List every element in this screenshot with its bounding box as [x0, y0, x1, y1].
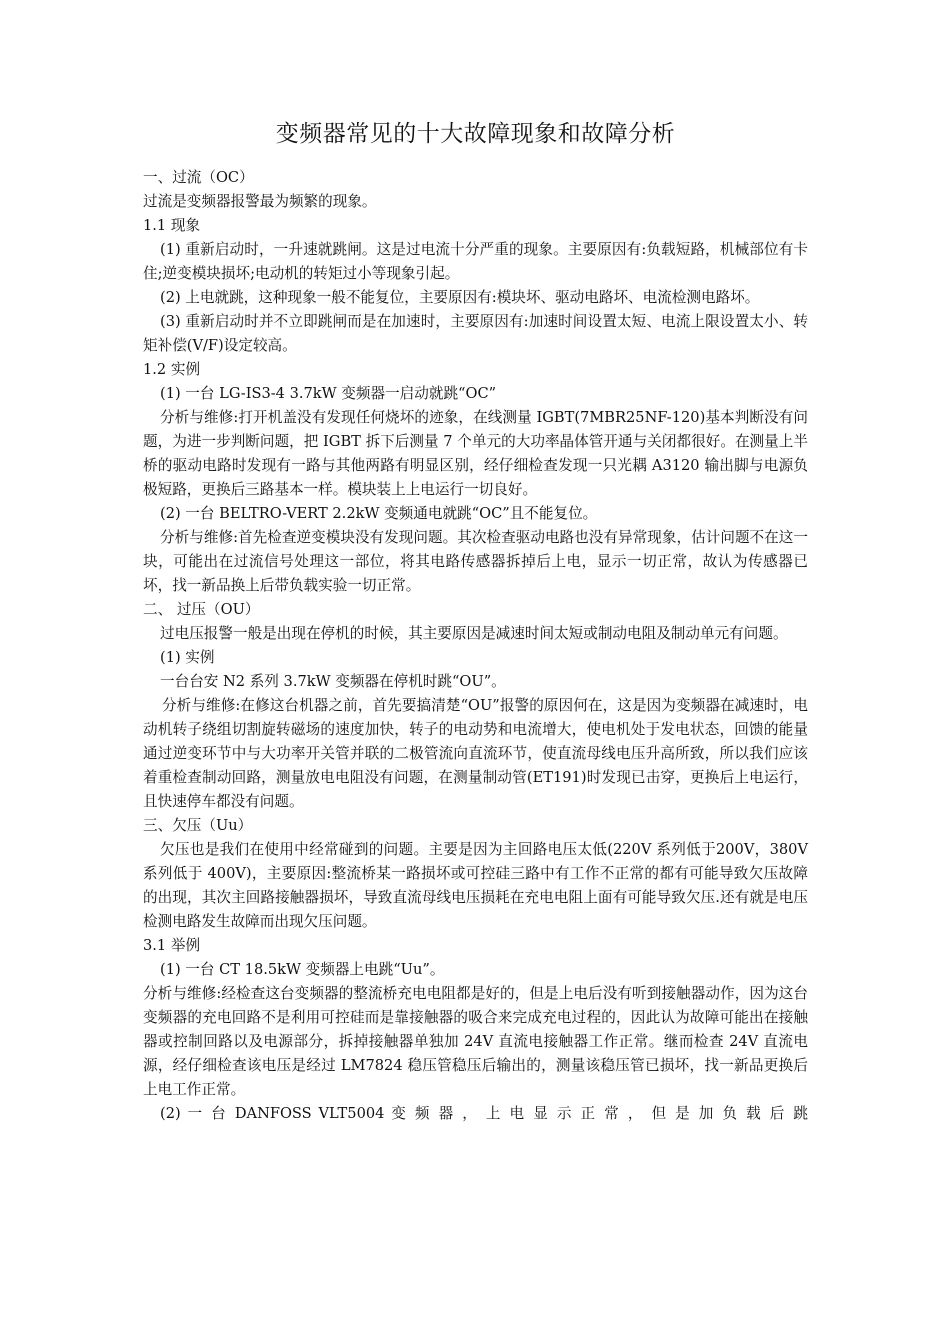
paragraph: (3) 重新启动时并不立即跳闸而是在加速时，主要原因有:加速时间设置太短、电流上限设置太小、转矩补偿(V/F)设定较高。 [143, 313, 808, 354]
paragraph: (2) 一 台 DANFOSS VLT5004 变 频 器 ， 上 电 显 示 正 常 ， 但 是 加 负 载 后 跳 [160, 1105, 808, 1122]
paragraph: 一台台安 N2 系列 3.7kW 变频器在停机时跳“OU”。 [160, 673, 506, 690]
paragraph: 分析与维修:在修这台机器之前，首先要搞清楚“OU”报警的原因何在，这是因为变频器在减速时，电动机转子绕组切割旋转磁场的速度加快，转子的电动势和电流增大，使电机处于发电状态，回馈的能量通过逆变环节中与大功率开关管并联的二极管流向直流环节，使直流母线电压升高所致，所以我们应该着重检查制动回路，测量放电电阻没有问题，在测量制动管(ET191)时发现已击穿，更换后上电运行，且快速停车都没有问题。 [143, 697, 808, 810]
paragraph: 欠压也是我们在使用中经常碰到的问题。主要是因为主回路电压太低(220V 系列低于200V，380V 系列低于 400V)，主要原因:整流桥某一路损坏或可控硅三路中有工作不正常的都有可能导致欠压故障的出现，其次主回路接触器损坏，导致直流母线电压损耗在充电电阻上面有可能导致欠压.还有就是电压检测电路发生故障而出现欠压问题。 [143, 841, 808, 930]
paragraph: 分析与维修:打开机盖没有发现任何烧坏的迹象，在线测量 IGBT(7MBR25NF-120)基本判断没有问题，为进一步判断问题，把 IGBT 拆下后测量 7 个单元的大功率晶体管开通与关闭都很好。在测量上半桥的驱动电路时发现有一路与其他两路有明显区别，经仔细检查发现一只光耦 A3120 输出脚与电源负极短路，更换后三路基本一样。模块装上上电运行一切良好。 [143, 409, 808, 498]
paragraph: (1) 一台 LG-IS3-4 3.7kW 变频器一启动就跳“OC” [160, 385, 497, 402]
subsection-heading: 1.1 现象 [143, 217, 201, 234]
section-heading-overcurrent: 一、过流（OC） [143, 169, 254, 186]
paragraph: (1) 一台 CT 18.5kW 变频器上电跳“Uu”。 [160, 961, 445, 978]
paragraph: 分析与维修:首先检查逆变模块没有发现问题。其次检查驱动电路也没有异常现象，估计问题不在这一块，可能出在过流信号处理这一部位，将其电路传感器拆掉后上电，显示一切正常，故认为传感器已坏，找一新品换上后带负载实验一切正常。 [143, 529, 808, 594]
section-heading-undervoltage: 三、欠压（Uu） [143, 817, 253, 834]
paragraph: 分析与维修:经检查这台变频器的整流桥充电电阻都是好的，但是上电后没有听到接触器动作，因为这台变频器的充电回路不是利用可控硅而是靠接触器的吸合来完成充电过程的，因此认为故障可能出在接触器或控制回路以及电源部分，拆掉接触器单独加 24V 直流电接触器工作正常。继而检查 24V 直流电源，经仔细检查该电压是经过 LM7824 稳压管稳压后输出的，测量该稳压管已损坏，找一新品更换后上电工作正常。 [143, 985, 808, 1098]
document-body [143, 166, 808, 1126]
section-heading-overvoltage: 二、 过压（OU） [143, 601, 260, 618]
paragraph: (2) 上电就跳，这种现象一般不能复位，主要原因有:模块坏、驱动电路坏、电流检测电路坏。 [160, 289, 760, 306]
paragraph: (1) 实例 [160, 649, 215, 666]
subsection-heading: 3.1 举例 [143, 937, 201, 954]
paragraph: 过电压报警一般是出现在停机的时候，其主要原因是减速时间太短或制动电阻及制动单元有问题。 [160, 625, 788, 642]
document-title: 变频器常见的十大故障现象和故障分析 [275, 121, 676, 147]
paragraph: 过流是变频器报警最为频繁的现象。 [143, 193, 377, 210]
subsection-heading: 1.2 实例 [143, 361, 201, 378]
paragraph: (2) 一台 BELTRO-VERT 2.2kW 变频通电就跳“OC”且不能复位。 [160, 505, 598, 522]
paragraph: (1) 重新启动时，一升速就跳闸。这是过电流十分严重的现象。主要原因有:负载短路，机械部位有卡住;逆变模块损坏;电动机的转矩过小等现象引起。 [143, 241, 808, 282]
